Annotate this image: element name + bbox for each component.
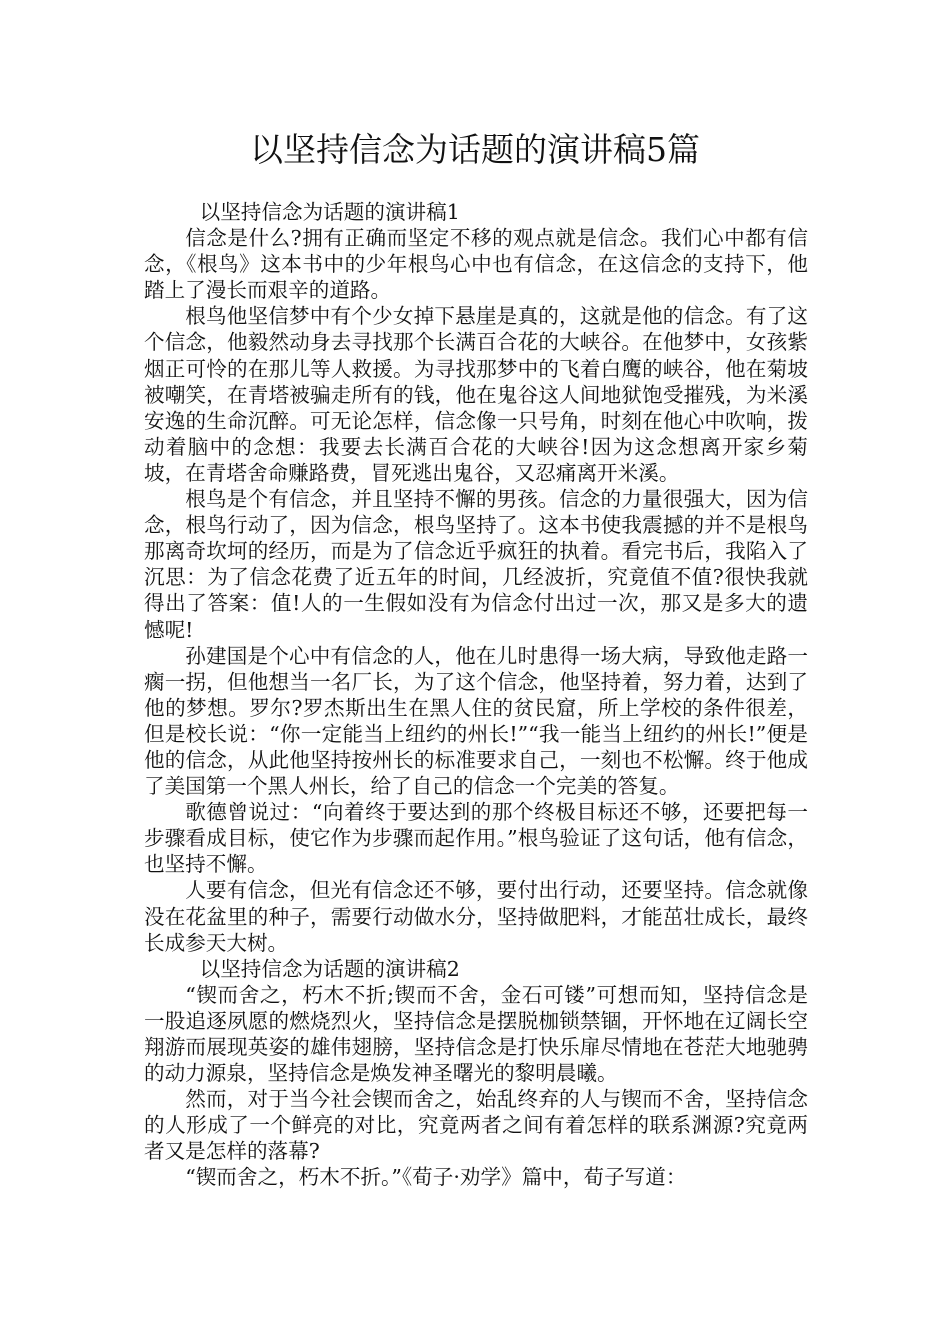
paragraph: 信念是什么?拥有正确而坚定不移的观点就是信念。我们心中都有信念，《根鸟》这本书中的少年根鸟心中也有信念，在这信念的支持下，他踏上了漫长而艰辛的道路。 bbox=[144, 226, 808, 303]
section-heading: 以坚持信念为话题的演讲稿1 bbox=[199, 200, 460, 224]
paragraph: 孙建国是个心中有信念的人，他在儿时患得一场大病，导致他走路一瘸一拐，但他想当一名厂长，为了这个信念，他坚持着，努力着，达到了他的梦想。罗尔?罗杰斯出生在黑人住的贫民窟，所上学校的条件很差，但是校长说：“你一定能当上纽约的州长!”“我一能当上纽约的州长!”便是他的信念，从此他坚持按州长的标准要求自己，一刻也不松懈。终于他成了美国第一个黑人州长，给了自己的信念一个完美的答复。 bbox=[144, 643, 808, 799]
paragraph: “锲而舍之，朽木不折。”《荀子·劝学》篇中，荀子写道： bbox=[185, 1165, 687, 1190]
paragraph: 根鸟是个有信念，并且坚持不懈的男孩。信念的力量很强大，因为信念，根鸟行动了，因为信念，根鸟坚持了。这本书使我震撼的并不是根鸟那离奇坎坷的经历，而是为了信念近乎疯狂的执着。看完书后，我陷入了沉思：为了信念花费了近五年的时间，几经波折，究竟值不值?很快我就得出了答案：值!人的一生假如没有为信念付出过一次，那又是多大的遗憾呢! bbox=[144, 487, 808, 642]
paragraph: 然而，对于当今社会锲而舍之，始乱终弃的人与锲而不舍，坚持信念的人形成了一个鲜亮的对比，究竟两者之间有着怎样的联系渊源?究竟两者又是怎样的落幕? bbox=[144, 1087, 808, 1164]
document-title: 以坚持信念为话题的演讲稿5篇 bbox=[250, 130, 700, 169]
paragraph: “锲而舍之，朽木不折;锲而不舍，金石可镂”可想而知，坚持信念是一股追逐夙愿的燃烧烈火，坚持信念是摆脱枷锁禁锢，开怀地在辽阔长空翔游而展现英姿的雄伟翅膀，坚持信念是打快乐扉尽情地在苍茫大地驰骋的动力源泉，坚持信念是焕发神圣曙光的黎明晨曦。 bbox=[144, 982, 808, 1086]
paragraph: 歌德曾说过：“向着终于要达到的那个终极目标还不够，还要把每一步骤看成目标，使它作为步骤而起作用。”根鸟验证了这句话，他有信念，也坚持不懈。 bbox=[144, 800, 808, 877]
document-body bbox=[144, 199, 808, 1191]
section-heading: 以坚持信念为话题的演讲稿2 bbox=[199, 956, 460, 981]
paragraph: 人要有信念，但光有信念还不够，要付出行动，还要坚持。信念就像没在花盆里的种子，需要行动做水分，坚持做肥料，才能茁壮成长，最终长成参天大树。 bbox=[144, 878, 808, 955]
paragraph: 根鸟他坚信梦中有个少女掉下悬崖是真的，这就是他的信念。有了这个信念，他毅然动身去寻找那个长满百合花的大峡谷。在他梦中，女孩紫烟正可怜的在那儿等人救援。为寻找那梦中的飞着白鹰的峡谷，他在菊坡被嘲笑，在青塔被骗走所有的钱，他在鬼谷这人间地狱饱受摧残，为米溪安逸的生命沉醉。可无论怎样，信念像一只号角，时刻在他心中吹响，拨动着脑中的念想：我要去长满百合花的大峡谷!因为这念想离开家乡菊坡，在青塔舍命赚路费，冒死逃出鬼谷，又忍痛离开米溪。 bbox=[144, 304, 808, 485]
